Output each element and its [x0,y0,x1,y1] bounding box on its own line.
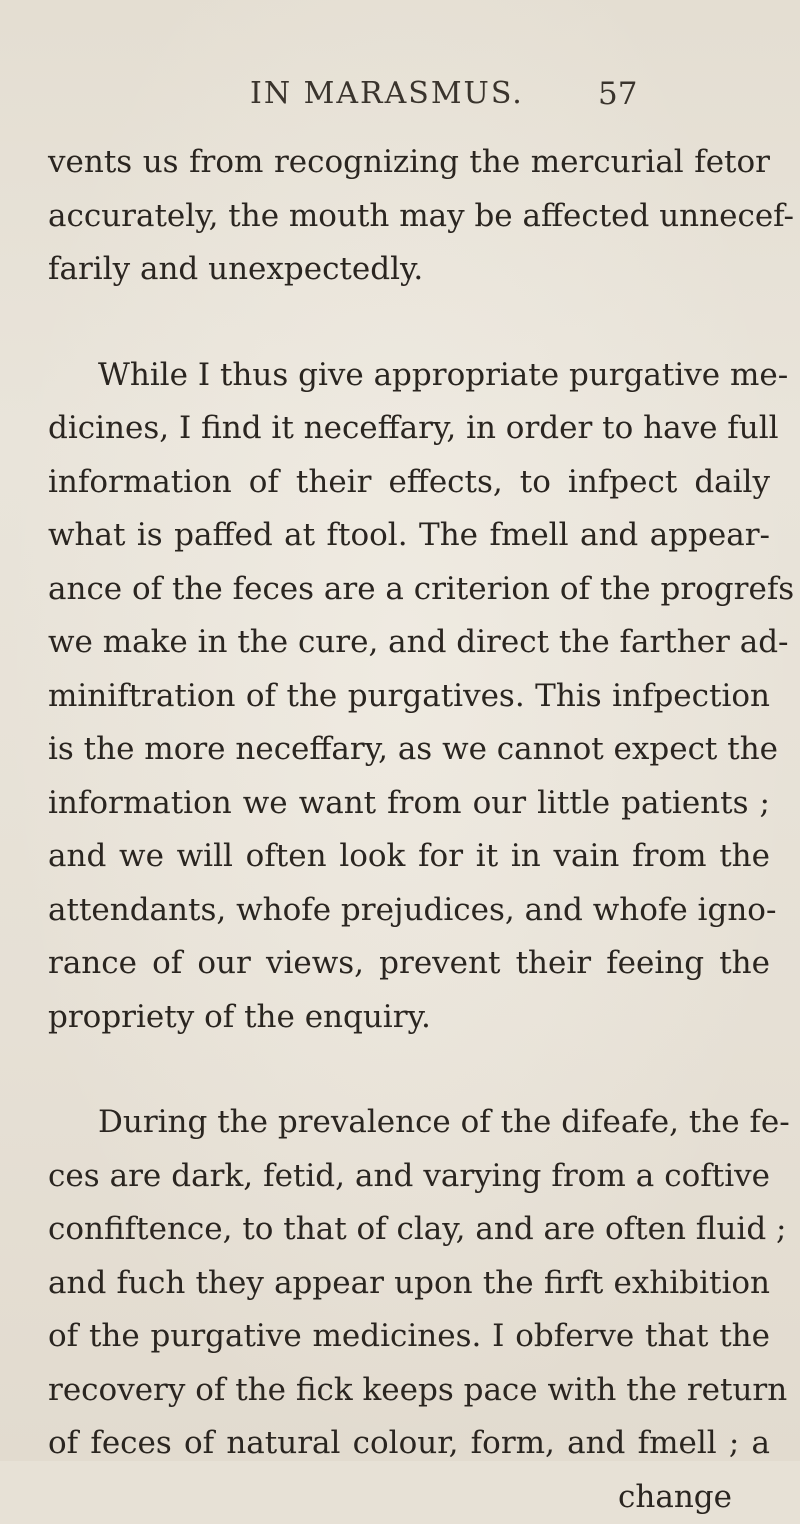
text-line: propriety of the enquiry. [48,991,770,1045]
text-line: farily and unexpectedly. [48,243,770,297]
text-line: information we want from our little patients ; [48,777,770,831]
paragraph-2 [48,349,770,1045]
running-title: IN MARASMUS. [250,76,524,111]
body-text [48,136,770,1524]
text-line: information of their effects, to infpect daily [48,456,770,510]
page-number: 57 [598,76,637,112]
text-line: ance of the feces are a criterion of the progrefs [48,563,770,617]
text-line: of the purgative medicines. I obferve that the [48,1310,770,1364]
text-line: miniftration of the purgatives. This infpection [48,670,770,724]
text-line: dicines, I find it neceffary, in order to have full [48,402,770,456]
paragraph-gap [48,1044,770,1096]
text-line: recovery of the fick keeps pace with the return [48,1364,770,1418]
text-line: ces are dark, fetid, and varying from a coftive [48,1150,770,1204]
text-line: is the more neceffary, as we cannot expect the [48,723,770,777]
paragraph-3 [48,1096,770,1471]
running-head [0,76,800,120]
text-line: of feces of natural colour, form, and fmell ; a [48,1417,770,1471]
text-line: confiftence, to that of clay, and are often fluid ; [48,1203,770,1257]
text-line: and we will often look for it in vain from the [48,830,770,884]
text-line: During the prevalence of the difeafe, the fe- [48,1096,770,1150]
paragraph-gap [48,297,770,349]
text-line: rance of our views, prevent their feeing the [48,937,770,991]
text-line: vents us from recognizing the mercurial fetor [48,136,770,190]
text-line: accurately, the mouth may be affected unnecef- [48,190,770,244]
text-line: what is paffed at ftool. The fmell and appear- [48,509,770,563]
text-line: we make in the cure, and direct the farther ad- [48,616,770,670]
text-line: While I thus give appropriate purgative me- [48,349,770,403]
paragraph-1 [48,136,770,297]
text-line: attendants, whofe prejudices, and whofe igno- [48,884,770,938]
text-line: and fuch they appear upon the firft exhibition [48,1257,770,1311]
catchword: change [48,1471,770,1524]
